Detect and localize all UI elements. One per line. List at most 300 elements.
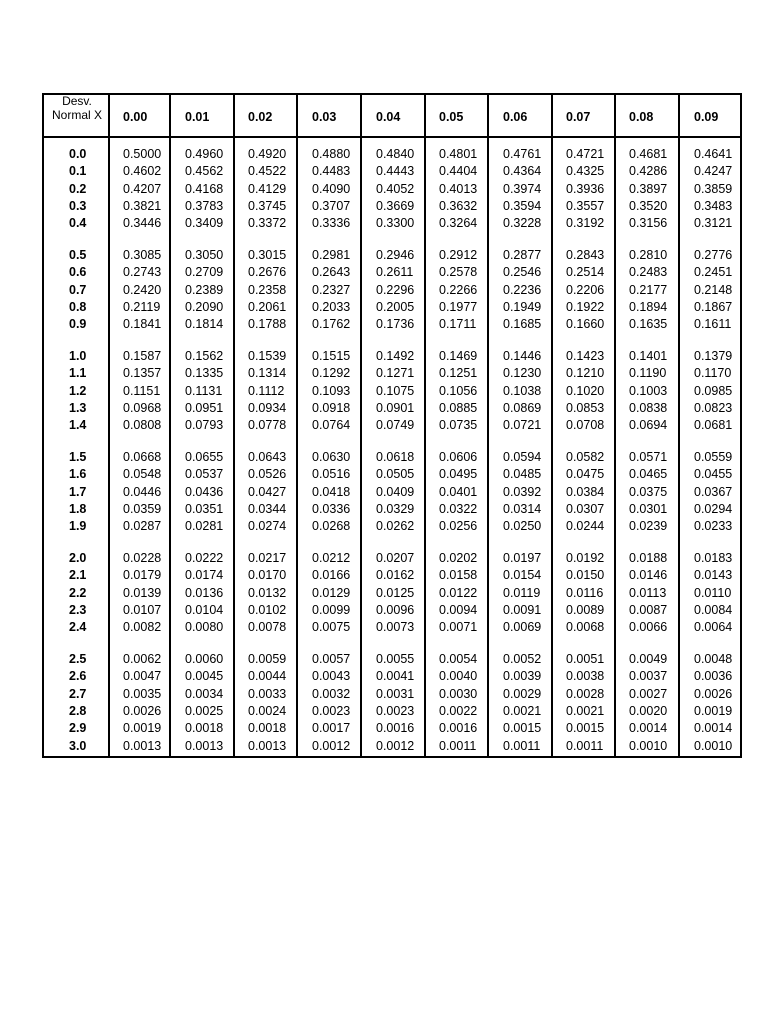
table-cell: 0.0049 xyxy=(629,652,668,666)
table-cell: 0.0537 xyxy=(185,467,224,482)
column-header: 0.06 xyxy=(503,110,528,124)
table-cell: 0.0154 xyxy=(503,568,542,583)
table-cell: 0.0526 xyxy=(248,467,287,482)
table-cell: 0.4761 xyxy=(503,147,542,161)
table-cell: 0.0571 xyxy=(629,450,668,464)
table-cell: 0.0066 xyxy=(629,620,668,635)
table-cell: 0.0040 xyxy=(439,669,478,684)
table-cell: 0.0022 xyxy=(439,703,478,718)
table-cell: 0.3669 xyxy=(376,198,415,213)
table-cell: 0.1230 xyxy=(503,366,542,381)
table-cell: 0.1423 xyxy=(566,349,605,363)
column-header: 0.09 xyxy=(694,110,719,124)
table-cell: 0.0033 xyxy=(248,686,287,701)
table-cell: 0.0023 xyxy=(312,703,351,718)
table-cell: 0.0301 xyxy=(629,501,668,516)
table-cell: 0.0028 xyxy=(566,686,605,701)
table-cell: 0.1587 xyxy=(123,349,162,363)
table-cell: 0.0013 xyxy=(123,738,162,753)
table-cell: 0.0808 xyxy=(123,418,162,433)
table-cell: 0.0013 xyxy=(185,738,224,753)
table-cell: 0.0012 xyxy=(376,738,415,753)
row-label: 0.2 xyxy=(69,181,87,196)
table-cell: 0.0274 xyxy=(248,519,287,534)
table-cell: 0.1056 xyxy=(439,383,478,398)
table-cell: 0.3557 xyxy=(566,198,605,213)
table-cell: 0.0029 xyxy=(503,686,542,701)
row-label: 0.8 xyxy=(69,299,87,314)
column-header: 0.07 xyxy=(566,110,591,124)
table-cell: 0.2676 xyxy=(248,265,287,280)
table-cell: 0.2709 xyxy=(185,265,224,280)
table-cell: 0.3409 xyxy=(185,216,224,231)
table-cell: 0.0384 xyxy=(566,484,605,499)
table-cell: 0.1762 xyxy=(312,317,351,332)
table-cell: 0.4801 xyxy=(439,147,478,161)
row-label: 1.7 xyxy=(69,484,87,499)
table-cell: 0.2451 xyxy=(694,265,733,280)
row-label: 0.5 xyxy=(69,248,87,262)
header-divider xyxy=(44,136,740,138)
table-cell: 0.2266 xyxy=(439,282,478,297)
table-cell: 0.0136 xyxy=(185,585,224,600)
table-cell: 0.4090 xyxy=(312,181,351,196)
table-cell: 0.0018 xyxy=(185,721,224,736)
column-divider xyxy=(169,95,171,756)
row-label: 2.4 xyxy=(69,620,87,635)
table-cell: 0.0222 xyxy=(185,551,224,565)
table-cell: 0.3707 xyxy=(312,198,351,213)
table-cell: 0.0778 xyxy=(248,418,287,433)
table-cell: 0.0010 xyxy=(694,738,733,753)
table-cell: 0.0012 xyxy=(312,738,351,753)
row-label: 1.5 xyxy=(69,450,87,464)
table-cell: 0.0465 xyxy=(629,467,668,482)
table-cell: 0.1112 xyxy=(248,383,285,398)
corner-header-line2: Normal X xyxy=(51,108,102,122)
table-cell: 0.0047 xyxy=(123,669,162,684)
table-cell: 0.2206 xyxy=(566,282,605,297)
row-label: 0.7 xyxy=(69,282,87,297)
table-cell: 0.0035 xyxy=(123,686,162,701)
table-cell: 0.2946 xyxy=(376,248,415,262)
row-label: 0.0 xyxy=(69,147,87,161)
table-cell: 0.0037 xyxy=(629,669,668,684)
table-cell: 0.1611 xyxy=(694,317,732,332)
table-cell: 0.0051 xyxy=(566,652,605,666)
table-cell: 0.0594 xyxy=(503,450,542,464)
table-cell: 0.1131 xyxy=(185,383,223,398)
table-cell: 0.0455 xyxy=(694,467,733,482)
table-cell: 0.0217 xyxy=(248,551,287,565)
table-cell: 0.4602 xyxy=(123,164,162,179)
table-cell: 0.0110 xyxy=(694,585,732,600)
table-cell: 0.2483 xyxy=(629,265,668,280)
table-cell: 0.0885 xyxy=(439,400,478,415)
table-cell: 0.2643 xyxy=(312,265,351,280)
table-cell: 0.0048 xyxy=(694,652,733,666)
table-cell: 0.0052 xyxy=(503,652,542,666)
table-cell: 0.1736 xyxy=(376,317,415,332)
table-cell: 0.0183 xyxy=(694,551,733,565)
table-cell: 0.0192 xyxy=(566,551,605,565)
table-cell: 0.2389 xyxy=(185,282,224,297)
table-cell: 0.3228 xyxy=(503,216,542,231)
table-cell: 0.0075 xyxy=(312,620,351,635)
table-cell: 0.3156 xyxy=(629,216,668,231)
table-cell: 0.0055 xyxy=(376,652,415,666)
table-cell: 0.3300 xyxy=(376,216,415,231)
table-cell: 0.2119 xyxy=(123,299,161,314)
table-cell: 0.2514 xyxy=(566,265,605,280)
table-cell: 0.0026 xyxy=(694,686,733,701)
table-cell: 0.0375 xyxy=(629,484,668,499)
table-cell: 0.4207 xyxy=(123,181,162,196)
table-cell: 0.3121 xyxy=(694,216,733,231)
table-cell: 0.4483 xyxy=(312,164,351,179)
table-cell: 0.2148 xyxy=(694,282,733,297)
table-cell: 0.2061 xyxy=(248,299,287,314)
row-label: 2.1 xyxy=(69,568,87,583)
table-cell: 0.3192 xyxy=(566,216,605,231)
table-cell: 0.0011 xyxy=(439,738,477,753)
table-cell: 0.0084 xyxy=(694,602,733,617)
table-cell: 0.0071 xyxy=(439,620,478,635)
table-cell: 0.0036 xyxy=(694,669,733,684)
table-cell: 0.0951 xyxy=(185,400,224,415)
table-cell: 0.4562 xyxy=(185,164,224,179)
table-cell: 0.1038 xyxy=(503,383,542,398)
table-cell: 0.1190 xyxy=(629,366,667,381)
table-cell: 0.0694 xyxy=(629,418,668,433)
table-cell: 0.3632 xyxy=(439,198,478,213)
row-label: 0.6 xyxy=(69,265,87,280)
table-cell: 0.3783 xyxy=(185,198,224,213)
table-cell: 0.0068 xyxy=(566,620,605,635)
row-label: 2.7 xyxy=(69,686,87,701)
table-cell: 0.0749 xyxy=(376,418,415,433)
table-cell: 0.0016 xyxy=(376,721,415,736)
table-cell: 0.0643 xyxy=(248,450,287,464)
table-cell: 0.0039 xyxy=(503,669,542,684)
table-cell: 0.0207 xyxy=(376,551,415,565)
table-cell: 0.2776 xyxy=(694,248,733,262)
table-cell: 0.1949 xyxy=(503,299,542,314)
table-cell: 0.1401 xyxy=(629,349,668,363)
table-cell: 0.0329 xyxy=(376,501,415,516)
table-cell: 0.0038 xyxy=(566,669,605,684)
column-header: 0.02 xyxy=(248,110,273,124)
row-label: 2.6 xyxy=(69,669,87,684)
table-cell: 0.0367 xyxy=(694,484,733,499)
table-cell: 0.0901 xyxy=(376,400,415,415)
table-cell: 0.0336 xyxy=(312,501,351,516)
table-cell: 0.0015 xyxy=(503,721,542,736)
table-cell: 0.0013 xyxy=(248,738,287,753)
column-header: 0.05 xyxy=(439,110,464,124)
column-divider xyxy=(360,95,362,756)
row-label: 1.2 xyxy=(69,383,87,398)
table-cell: 0.0041 xyxy=(376,669,415,684)
table-cell: 0.4129 xyxy=(248,181,287,196)
table-cell: 0.0080 xyxy=(185,620,224,635)
table-cell: 0.4641 xyxy=(694,147,733,161)
table-cell: 0.0548 xyxy=(123,467,162,482)
row-label: 2.2 xyxy=(69,585,87,600)
table-cell: 0.0143 xyxy=(694,568,733,583)
corner-header xyxy=(44,95,110,136)
table-cell: 0.2090 xyxy=(185,299,224,314)
table-cell: 0.1075 xyxy=(376,383,415,398)
table-cell: 0.0764 xyxy=(312,418,351,433)
table-cell: 0.0032 xyxy=(312,686,351,701)
table-cell: 0.0034 xyxy=(185,686,224,701)
table-cell: 0.1977 xyxy=(439,299,478,314)
table-cell: 0.0107 xyxy=(123,602,162,617)
table-cell: 0.0016 xyxy=(439,721,478,736)
table-cell: 0.3897 xyxy=(629,181,668,196)
table-cell: 0.0132 xyxy=(248,585,287,600)
table-cell: 0.0054 xyxy=(439,652,478,666)
table-cell: 0.3264 xyxy=(439,216,478,231)
table-cell: 0.0015 xyxy=(566,721,605,736)
table-cell: 0.2327 xyxy=(312,282,351,297)
table-cell: 0.0146 xyxy=(629,568,668,583)
table-cell: 0.0011 xyxy=(566,738,604,753)
table-cell: 0.0655 xyxy=(185,450,224,464)
table-cell: 0.3336 xyxy=(312,216,351,231)
table-cell: 0.0139 xyxy=(123,585,162,600)
column-divider xyxy=(296,95,298,756)
table-cell: 0.0073 xyxy=(376,620,415,635)
table-cell: 0.0060 xyxy=(185,652,224,666)
table-cell: 0.0119 xyxy=(503,585,541,600)
table-cell: 0.0025 xyxy=(185,703,224,718)
table-cell: 0.0017 xyxy=(312,721,351,736)
table-cell: 0.2912 xyxy=(439,248,478,262)
table-cell: 0.0102 xyxy=(248,602,287,617)
table-cell: 0.0188 xyxy=(629,551,668,565)
table-cell: 0.2420 xyxy=(123,282,162,297)
table-cell: 0.0018 xyxy=(248,721,287,736)
corner-header-line1: Desv. xyxy=(62,94,92,108)
table-cell: 0.0019 xyxy=(694,703,733,718)
row-label: 2.5 xyxy=(69,652,87,666)
table-cell: 0.2743 xyxy=(123,265,162,280)
table-cell: 0.0418 xyxy=(312,484,351,499)
column-divider xyxy=(108,95,110,756)
table-cell: 0.4721 xyxy=(566,147,605,161)
table-cell: 0.1020 xyxy=(566,383,605,398)
row-label: 0.9 xyxy=(69,317,87,332)
table-cell: 0.1515 xyxy=(312,349,351,363)
table-cell: 0.0359 xyxy=(123,501,162,516)
table-cell: 0.1539 xyxy=(248,349,287,363)
table-cell: 0.0475 xyxy=(566,467,605,482)
table-cell: 0.0087 xyxy=(629,602,668,617)
table-cell: 0.0505 xyxy=(376,467,415,482)
table-cell: 0.0078 xyxy=(248,620,287,635)
row-label: 2.9 xyxy=(69,721,87,736)
table-cell: 0.0091 xyxy=(503,602,542,617)
table-cell: 0.3372 xyxy=(248,216,287,231)
table-cell: 0.0021 xyxy=(566,703,605,718)
table-cell: 0.0044 xyxy=(248,669,287,684)
row-label: 1.1 xyxy=(69,366,87,381)
table-cell: 0.2177 xyxy=(629,282,668,297)
table-cell: 0.4013 xyxy=(439,181,478,196)
table-cell: 0.3936 xyxy=(566,181,605,196)
table-cell: 0.2296 xyxy=(376,282,415,297)
table-cell: 0.1867 xyxy=(694,299,733,314)
column-divider xyxy=(678,95,680,756)
table-cell: 0.0495 xyxy=(439,467,478,482)
table-cell: 0.0122 xyxy=(439,585,478,600)
table-cell: 0.1151 xyxy=(123,383,161,398)
table-cell: 0.0934 xyxy=(248,400,287,415)
table-cell: 0.0094 xyxy=(439,602,478,617)
table-cell: 0.1292 xyxy=(312,366,351,381)
table-cell: 0.3446 xyxy=(123,216,162,231)
table-cell: 0.2546 xyxy=(503,265,542,280)
table-cell: 0.3745 xyxy=(248,198,287,213)
row-label: 1.9 xyxy=(69,519,87,534)
column-divider xyxy=(614,95,616,756)
table-cell: 0.4840 xyxy=(376,147,415,161)
column-header: 0.01 xyxy=(185,110,210,124)
table-cell: 0.0427 xyxy=(248,484,287,499)
table-cell: 0.2358 xyxy=(248,282,287,297)
column-header: 0.03 xyxy=(312,110,337,124)
table-cell: 0.0062 xyxy=(123,652,162,666)
table-cell: 0.4443 xyxy=(376,164,415,179)
row-label: 1.0 xyxy=(69,349,87,363)
table-cell: 0.4880 xyxy=(312,147,351,161)
table-cell: 0.1003 xyxy=(629,383,668,398)
table-cell: 0.1788 xyxy=(248,317,287,332)
table-cell: 0.3483 xyxy=(694,198,733,213)
table-cell: 0.1685 xyxy=(503,317,542,332)
table-cell: 0.3974 xyxy=(503,181,542,196)
table-cell: 0.4522 xyxy=(248,164,287,179)
table-cell: 0.0485 xyxy=(503,467,542,482)
table-cell: 0.0064 xyxy=(694,620,733,635)
table-cell: 0.0869 xyxy=(503,400,542,415)
row-label: 1.3 xyxy=(69,400,87,415)
table-cell: 0.1251 xyxy=(439,366,478,381)
table-cell: 0.2877 xyxy=(503,248,542,262)
row-label: 2.8 xyxy=(69,703,87,718)
table-cell: 0.0239 xyxy=(629,519,668,534)
table-cell: 0.2810 xyxy=(629,248,668,262)
table-cell: 0.0014 xyxy=(694,721,733,736)
table-cell: 0.0606 xyxy=(439,450,478,464)
table-cell: 0.4960 xyxy=(185,147,224,161)
table-cell: 0.0985 xyxy=(694,383,733,398)
table-cell: 0.0262 xyxy=(376,519,415,534)
column-divider xyxy=(424,95,426,756)
table-cell: 0.0968 xyxy=(123,400,162,415)
table-cell: 0.2578 xyxy=(439,265,478,280)
table-cell: 0.1922 xyxy=(566,299,605,314)
column-divider xyxy=(233,95,235,756)
table-cell: 0.0104 xyxy=(185,602,224,617)
table-cell: 0.0244 xyxy=(566,519,605,534)
table-cell: 0.0166 xyxy=(312,568,351,583)
table-cell: 0.3085 xyxy=(123,248,162,262)
table-cell: 0.1492 xyxy=(376,349,415,363)
table-cell: 0.0043 xyxy=(312,669,351,684)
table-cell: 0.1446 xyxy=(503,349,542,363)
table-cell: 0.0030 xyxy=(439,686,478,701)
table-cell: 0.0681 xyxy=(694,418,733,433)
table-cell: 0.0268 xyxy=(312,519,351,534)
column-header: 0.00 xyxy=(123,110,148,124)
table-cell: 0.0918 xyxy=(312,400,351,415)
table-cell: 0.0314 xyxy=(503,501,542,516)
table-cell: 0.1093 xyxy=(312,383,351,398)
table-cell: 0.0158 xyxy=(439,568,478,583)
table-cell: 0.0668 xyxy=(123,450,162,464)
row-label: 0.4 xyxy=(69,216,87,231)
table-cell: 0.1894 xyxy=(629,299,668,314)
table-cell: 0.0436 xyxy=(185,484,224,499)
table-cell: 0.0618 xyxy=(376,450,415,464)
table-cell: 0.0351 xyxy=(185,501,224,516)
table-cell: 0.0024 xyxy=(248,703,287,718)
table-cell: 0.1335 xyxy=(185,366,224,381)
table-cell: 0.0099 xyxy=(312,602,351,617)
table-cell: 0.0129 xyxy=(312,585,351,600)
table-cell: 0.0027 xyxy=(629,686,668,701)
table-cell: 0.1562 xyxy=(185,349,224,363)
table-cell: 0.0045 xyxy=(185,669,224,684)
table-cell: 0.0630 xyxy=(312,450,351,464)
table-cell: 0.0287 xyxy=(123,519,162,534)
table-cell: 0.0059 xyxy=(248,652,287,666)
table-cell: 0.1379 xyxy=(694,349,733,363)
table-cell: 0.2236 xyxy=(503,282,542,297)
row-label: 3.0 xyxy=(69,738,87,753)
table-cell: 0.0069 xyxy=(503,620,542,635)
table-cell: 0.1635 xyxy=(629,317,668,332)
table-cell: 0.0582 xyxy=(566,450,605,464)
table-cell: 0.0228 xyxy=(123,551,162,565)
table-cell: 0.4920 xyxy=(248,147,287,161)
table-cell: 0.0392 xyxy=(503,484,542,499)
table-cell: 0.4052 xyxy=(376,181,415,196)
table-cell: 0.4247 xyxy=(694,164,733,179)
table-cell: 0.0011 xyxy=(503,738,541,753)
table-cell: 0.0010 xyxy=(629,738,668,753)
table-cell: 0.0793 xyxy=(185,418,224,433)
table-cell: 0.0233 xyxy=(694,519,733,534)
table-cell: 0.2611 xyxy=(376,265,414,280)
table-cell: 0.0174 xyxy=(185,568,224,583)
column-header: 0.08 xyxy=(629,110,654,124)
table-cell: 0.0281 xyxy=(185,519,224,534)
table-cell: 0.0344 xyxy=(248,501,287,516)
table-cell: 0.0202 xyxy=(439,551,478,565)
table-cell: 0.3821 xyxy=(123,198,162,213)
row-label: 2.3 xyxy=(69,602,87,617)
table-cell: 0.0446 xyxy=(123,484,162,499)
table-cell: 0.0170 xyxy=(248,568,287,583)
table-cell: 0.2843 xyxy=(566,248,605,262)
table-cell: 0.1660 xyxy=(566,317,605,332)
table-cell: 0.3594 xyxy=(503,198,542,213)
row-label: 1.8 xyxy=(69,501,87,516)
